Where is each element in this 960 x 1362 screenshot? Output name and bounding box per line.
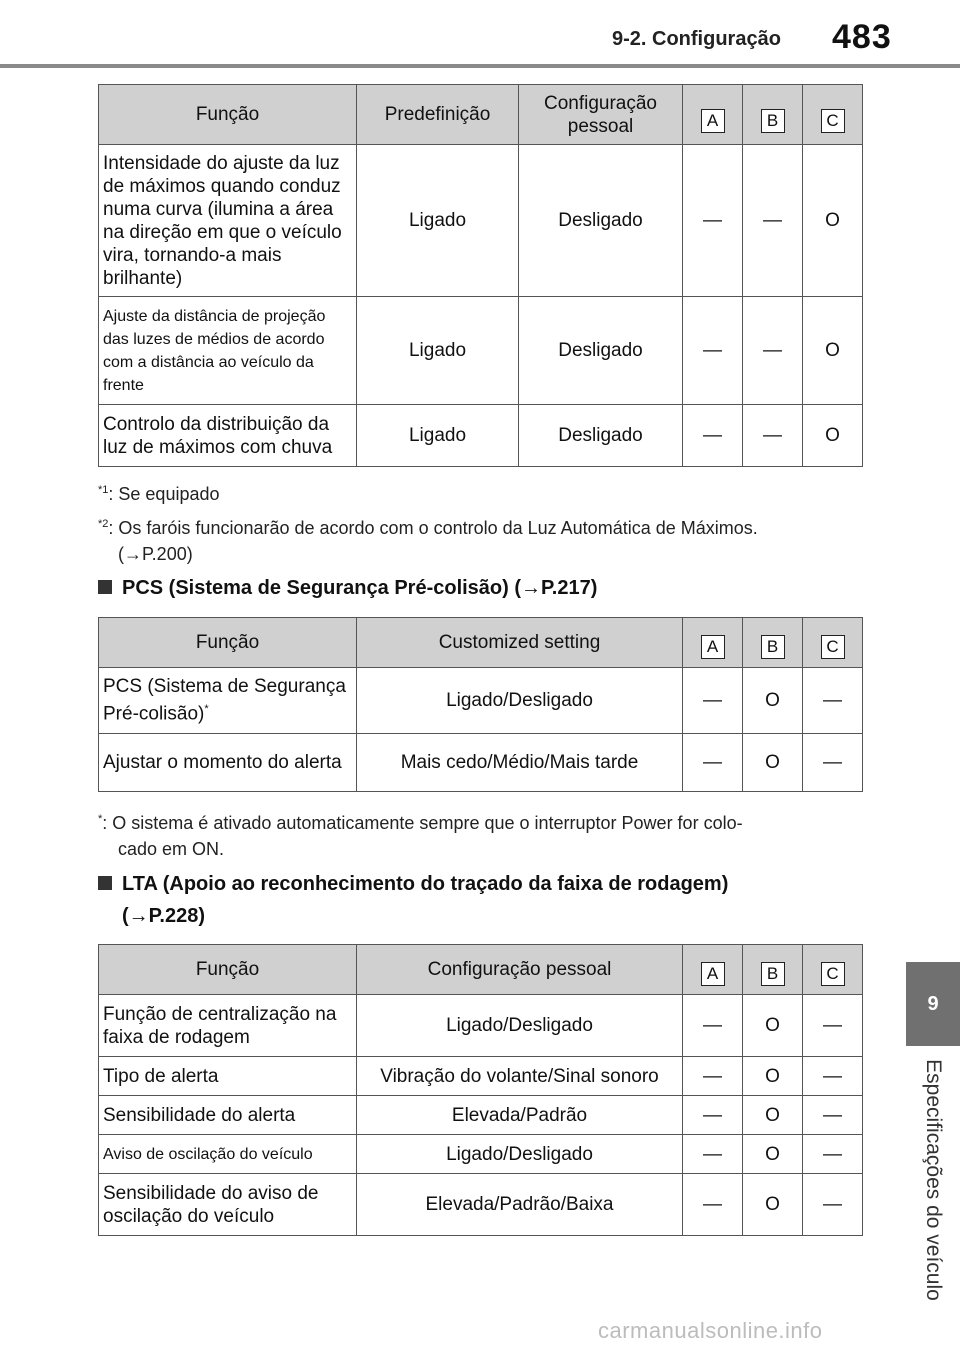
header-b: B bbox=[743, 618, 803, 668]
row-function: Sensibilidade do aviso de oscilação do veículo bbox=[99, 1174, 357, 1236]
row-b: O bbox=[743, 1096, 803, 1135]
header-c: C bbox=[803, 945, 863, 995]
row-c: — bbox=[803, 995, 863, 1057]
row-custom: Desligado bbox=[519, 297, 683, 405]
table-row bbox=[99, 145, 863, 297]
table-row bbox=[99, 1057, 863, 1096]
row-a: — bbox=[683, 297, 743, 405]
row-setting: Elevada/Padrão bbox=[357, 1096, 683, 1135]
header-c: C bbox=[803, 618, 863, 668]
row-setting: Elevada/Padrão/Baixa bbox=[357, 1174, 683, 1236]
header-c: C bbox=[803, 85, 863, 145]
row-b: O bbox=[743, 1135, 803, 1174]
row-setting: Mais cedo/Médio/Mais tarde bbox=[357, 734, 683, 792]
header-b: B bbox=[743, 945, 803, 995]
row-a: — bbox=[683, 405, 743, 467]
row-c: O bbox=[803, 145, 863, 297]
header-function: Função bbox=[99, 945, 357, 995]
header-divider bbox=[0, 64, 960, 68]
table-row bbox=[99, 405, 863, 467]
header-function: Função bbox=[99, 85, 357, 145]
bullet-square-icon bbox=[98, 876, 112, 890]
pcs-settings-table bbox=[98, 617, 863, 792]
table-row bbox=[99, 734, 863, 792]
table-row bbox=[99, 1135, 863, 1174]
table-header-row bbox=[99, 618, 863, 668]
row-custom: Desligado bbox=[519, 145, 683, 297]
row-default: Ligado bbox=[357, 405, 519, 467]
row-b: — bbox=[743, 145, 803, 297]
row-function: Ajuste da distância de projeção das luzes de médios de acordo com a distância ao veículo da frente bbox=[99, 297, 357, 405]
row-custom: Desligado bbox=[519, 405, 683, 467]
row-a: — bbox=[683, 734, 743, 792]
row-a: — bbox=[683, 145, 743, 297]
footnote-pcs: *: O sistema é ativado automaticamente sempre que o interruptor Power for colo- cado em ON. bbox=[98, 813, 743, 859]
row-c: — bbox=[803, 1135, 863, 1174]
row-b: O bbox=[743, 668, 803, 734]
row-function: Tipo de alerta bbox=[99, 1057, 357, 1096]
row-c: — bbox=[803, 1057, 863, 1096]
row-function: PCS (Sistema de Segurança Pré-colisão)* bbox=[99, 668, 357, 734]
header-a: A bbox=[683, 945, 743, 995]
header-a: A bbox=[683, 618, 743, 668]
table-header-row bbox=[99, 945, 863, 995]
header-custom: Configuração pessoal bbox=[519, 85, 683, 145]
row-b: O bbox=[743, 995, 803, 1057]
row-a: — bbox=[683, 1174, 743, 1236]
row-b: O bbox=[743, 1174, 803, 1236]
row-c: — bbox=[803, 1096, 863, 1135]
header-default: Predefinição bbox=[357, 85, 519, 145]
section-header: 9-2. Configuração bbox=[612, 28, 781, 50]
row-function: Sensibilidade do alerta bbox=[99, 1096, 357, 1135]
header-function: Função bbox=[99, 618, 357, 668]
bullet-square-icon bbox=[98, 580, 112, 594]
row-c: O bbox=[803, 297, 863, 405]
section-heading-pcs: PCS (Sistema de Segurança Pré-colisão) (→P.217) bbox=[98, 572, 597, 604]
row-b: O bbox=[743, 734, 803, 792]
row-a: — bbox=[683, 668, 743, 734]
row-default: Ligado bbox=[357, 145, 519, 297]
table-row bbox=[99, 1096, 863, 1135]
row-function: Função de centralização na faixa de rodagem bbox=[99, 995, 357, 1057]
row-setting: Ligado/Desligado bbox=[357, 668, 683, 734]
chapter-number: 9 bbox=[927, 992, 939, 1015]
section-heading-lta: LTA (Apoio ao reconhecimento do traçado da faixa de rodagem) (→P.228) bbox=[98, 868, 728, 932]
lta-settings-table bbox=[98, 944, 863, 1236]
header-b: B bbox=[743, 85, 803, 145]
headlight-settings-table bbox=[98, 84, 863, 467]
row-c: — bbox=[803, 734, 863, 792]
chapter-label: Especificações do veículo bbox=[922, 1059, 945, 1301]
table-header-row bbox=[99, 85, 863, 145]
row-b: — bbox=[743, 297, 803, 405]
table-row bbox=[99, 668, 863, 734]
row-setting: Ligado/Desligado bbox=[357, 995, 683, 1057]
header-setting: Customized setting bbox=[357, 618, 683, 668]
row-setting: Ligado/Desligado bbox=[357, 1135, 683, 1174]
row-a: — bbox=[683, 995, 743, 1057]
footnote-1: $^{*1}$: Se equipado bbox=[98, 484, 220, 504]
row-function: Ajustar o momento do alerta bbox=[99, 734, 357, 792]
row-setting: Vibração do volante/Sinal sonoro bbox=[357, 1057, 683, 1096]
row-b: — bbox=[743, 405, 803, 467]
row-a: — bbox=[683, 1057, 743, 1096]
row-function: Intensidade do ajuste da luz de máximos quando conduz numa curva (ilumina a área na direção em que o veículo vira, tornando-a mais brilhante) bbox=[99, 145, 357, 297]
table-row bbox=[99, 1174, 863, 1236]
header-a: A bbox=[683, 85, 743, 145]
row-default: Ligado bbox=[357, 297, 519, 405]
row-c: O bbox=[803, 405, 863, 467]
chapter-tab[interactable] bbox=[906, 962, 960, 1046]
row-a: — bbox=[683, 1135, 743, 1174]
header-setting: Configuração pessoal bbox=[357, 945, 683, 995]
row-c: — bbox=[803, 1174, 863, 1236]
watermark-text: carmanualsonline.info bbox=[598, 1318, 823, 1343]
page-reference-link[interactable]: (→P.228) bbox=[122, 905, 206, 927]
table-row bbox=[99, 297, 863, 405]
page-reference-link[interactable]: (→P.200) bbox=[118, 544, 193, 564]
page-number: 483 bbox=[832, 18, 892, 56]
row-b: O bbox=[743, 1057, 803, 1096]
table-row bbox=[99, 995, 863, 1057]
row-function: Aviso de oscilação do veículo bbox=[99, 1135, 357, 1174]
row-a: — bbox=[683, 1096, 743, 1135]
footnote-2: $^{*2}$: Os faróis funcionarão de acordo com o controlo da Luz Automática de Máximos. (→P.200) bbox=[98, 518, 758, 564]
row-c: — bbox=[803, 668, 863, 734]
row-function: Controlo da distribuição da luz de máximos com chuva bbox=[99, 405, 357, 467]
